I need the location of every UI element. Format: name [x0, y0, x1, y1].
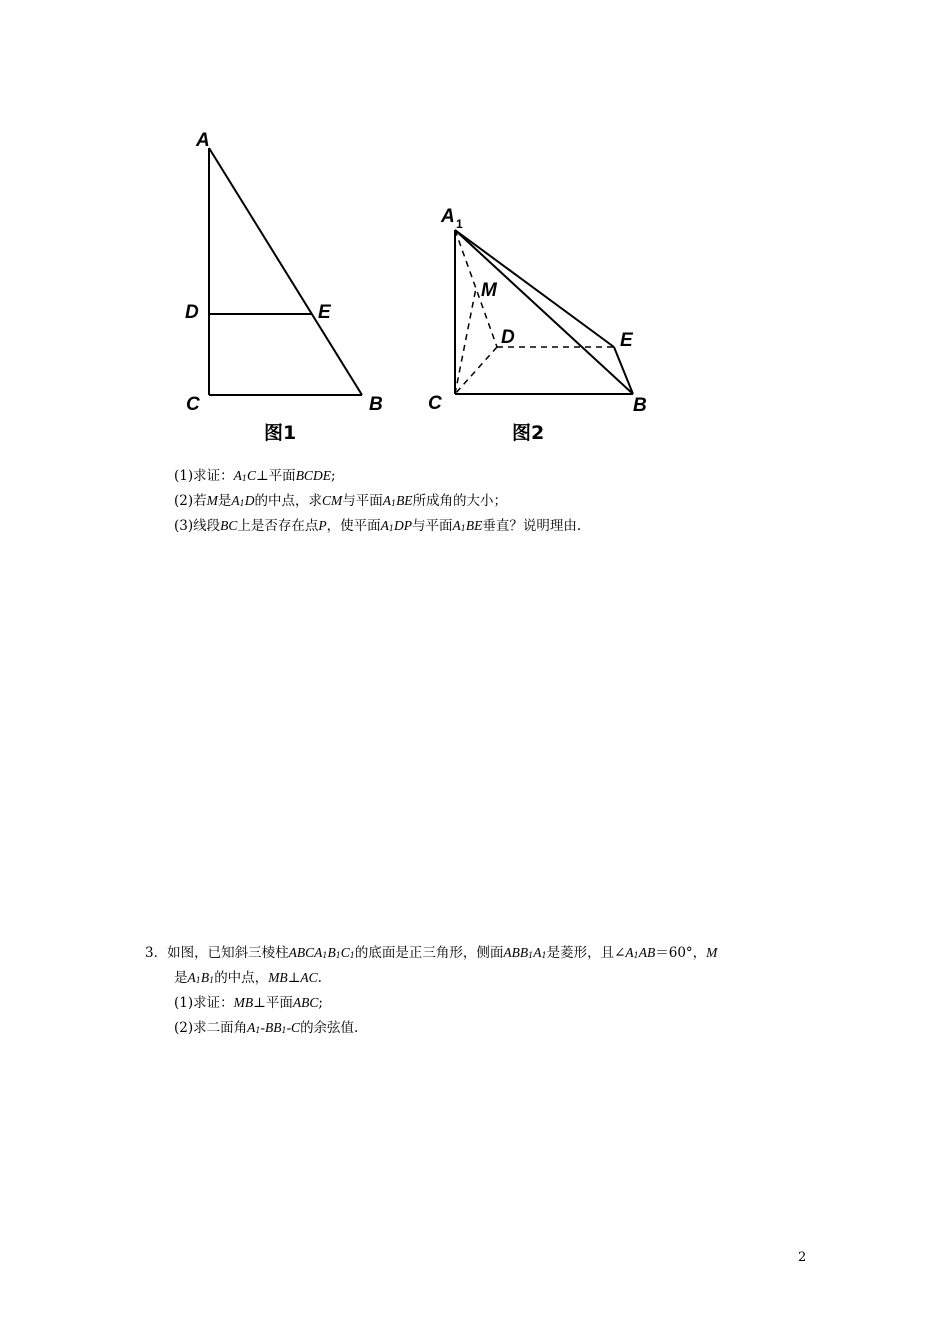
label-c: C [186, 394, 200, 415]
label-a1-subscript: 1 [456, 217, 463, 231]
label-a1: A [441, 206, 455, 227]
label-e: E [318, 302, 331, 323]
figure-1-caption: 图1 [264, 422, 297, 444]
segment-cm [455, 288, 476, 394]
question-2-2: (2)若M是$A_1D$的中点，求CM与平面$A_1BE$所成角的大小； [174, 493, 508, 509]
segment-a1e [455, 230, 614, 347]
label-d: D [185, 302, 199, 323]
label-e-2: E [620, 330, 633, 351]
label-m: M [481, 280, 497, 301]
problem-3-line-2: 是$A_1B_1$的中点，MB⊥AC. [174, 970, 322, 986]
figure-2-caption: 图2 [512, 422, 545, 444]
page-number: 2 [798, 1250, 807, 1265]
problem-3-question-1: (1)求证：MB⊥平面ABC; [174, 995, 323, 1011]
label-a: A [196, 130, 210, 151]
figure-1-lines [209, 148, 362, 395]
segment-ab [209, 148, 362, 395]
problem-3-question-2: (2)求二面角$A_1-BB_1-C$的余弦值. [174, 1020, 359, 1036]
figure-2-hidden-lines [455, 230, 614, 394]
question-2-1: (1)求证：$A_1C\perp$平面BCDE; [174, 468, 336, 484]
figure-2-lines [455, 230, 633, 394]
segment-dc [455, 347, 497, 394]
question-2-3: (3)线段BC上是否存在点P，使平面$A_1DP$与平面$A_1BE$垂直？说明理由. [174, 518, 582, 534]
segment-eb [614, 347, 633, 394]
label-d-2: D [501, 327, 515, 348]
label-b: B [369, 394, 383, 415]
figure-1 [0, 0, 950, 460]
segment-a1b [455, 230, 633, 394]
label-c-2: C [428, 393, 442, 414]
problem-3-line-1: 3．如图，已知斜三棱柱$ABCA_1B_1C_1$的底面是正三角形，侧面$ABB_1A_1$是菱形，且$\angle A_1AB=60^\circ$，M [145, 945, 718, 961]
label-b-2: B [633, 395, 647, 416]
